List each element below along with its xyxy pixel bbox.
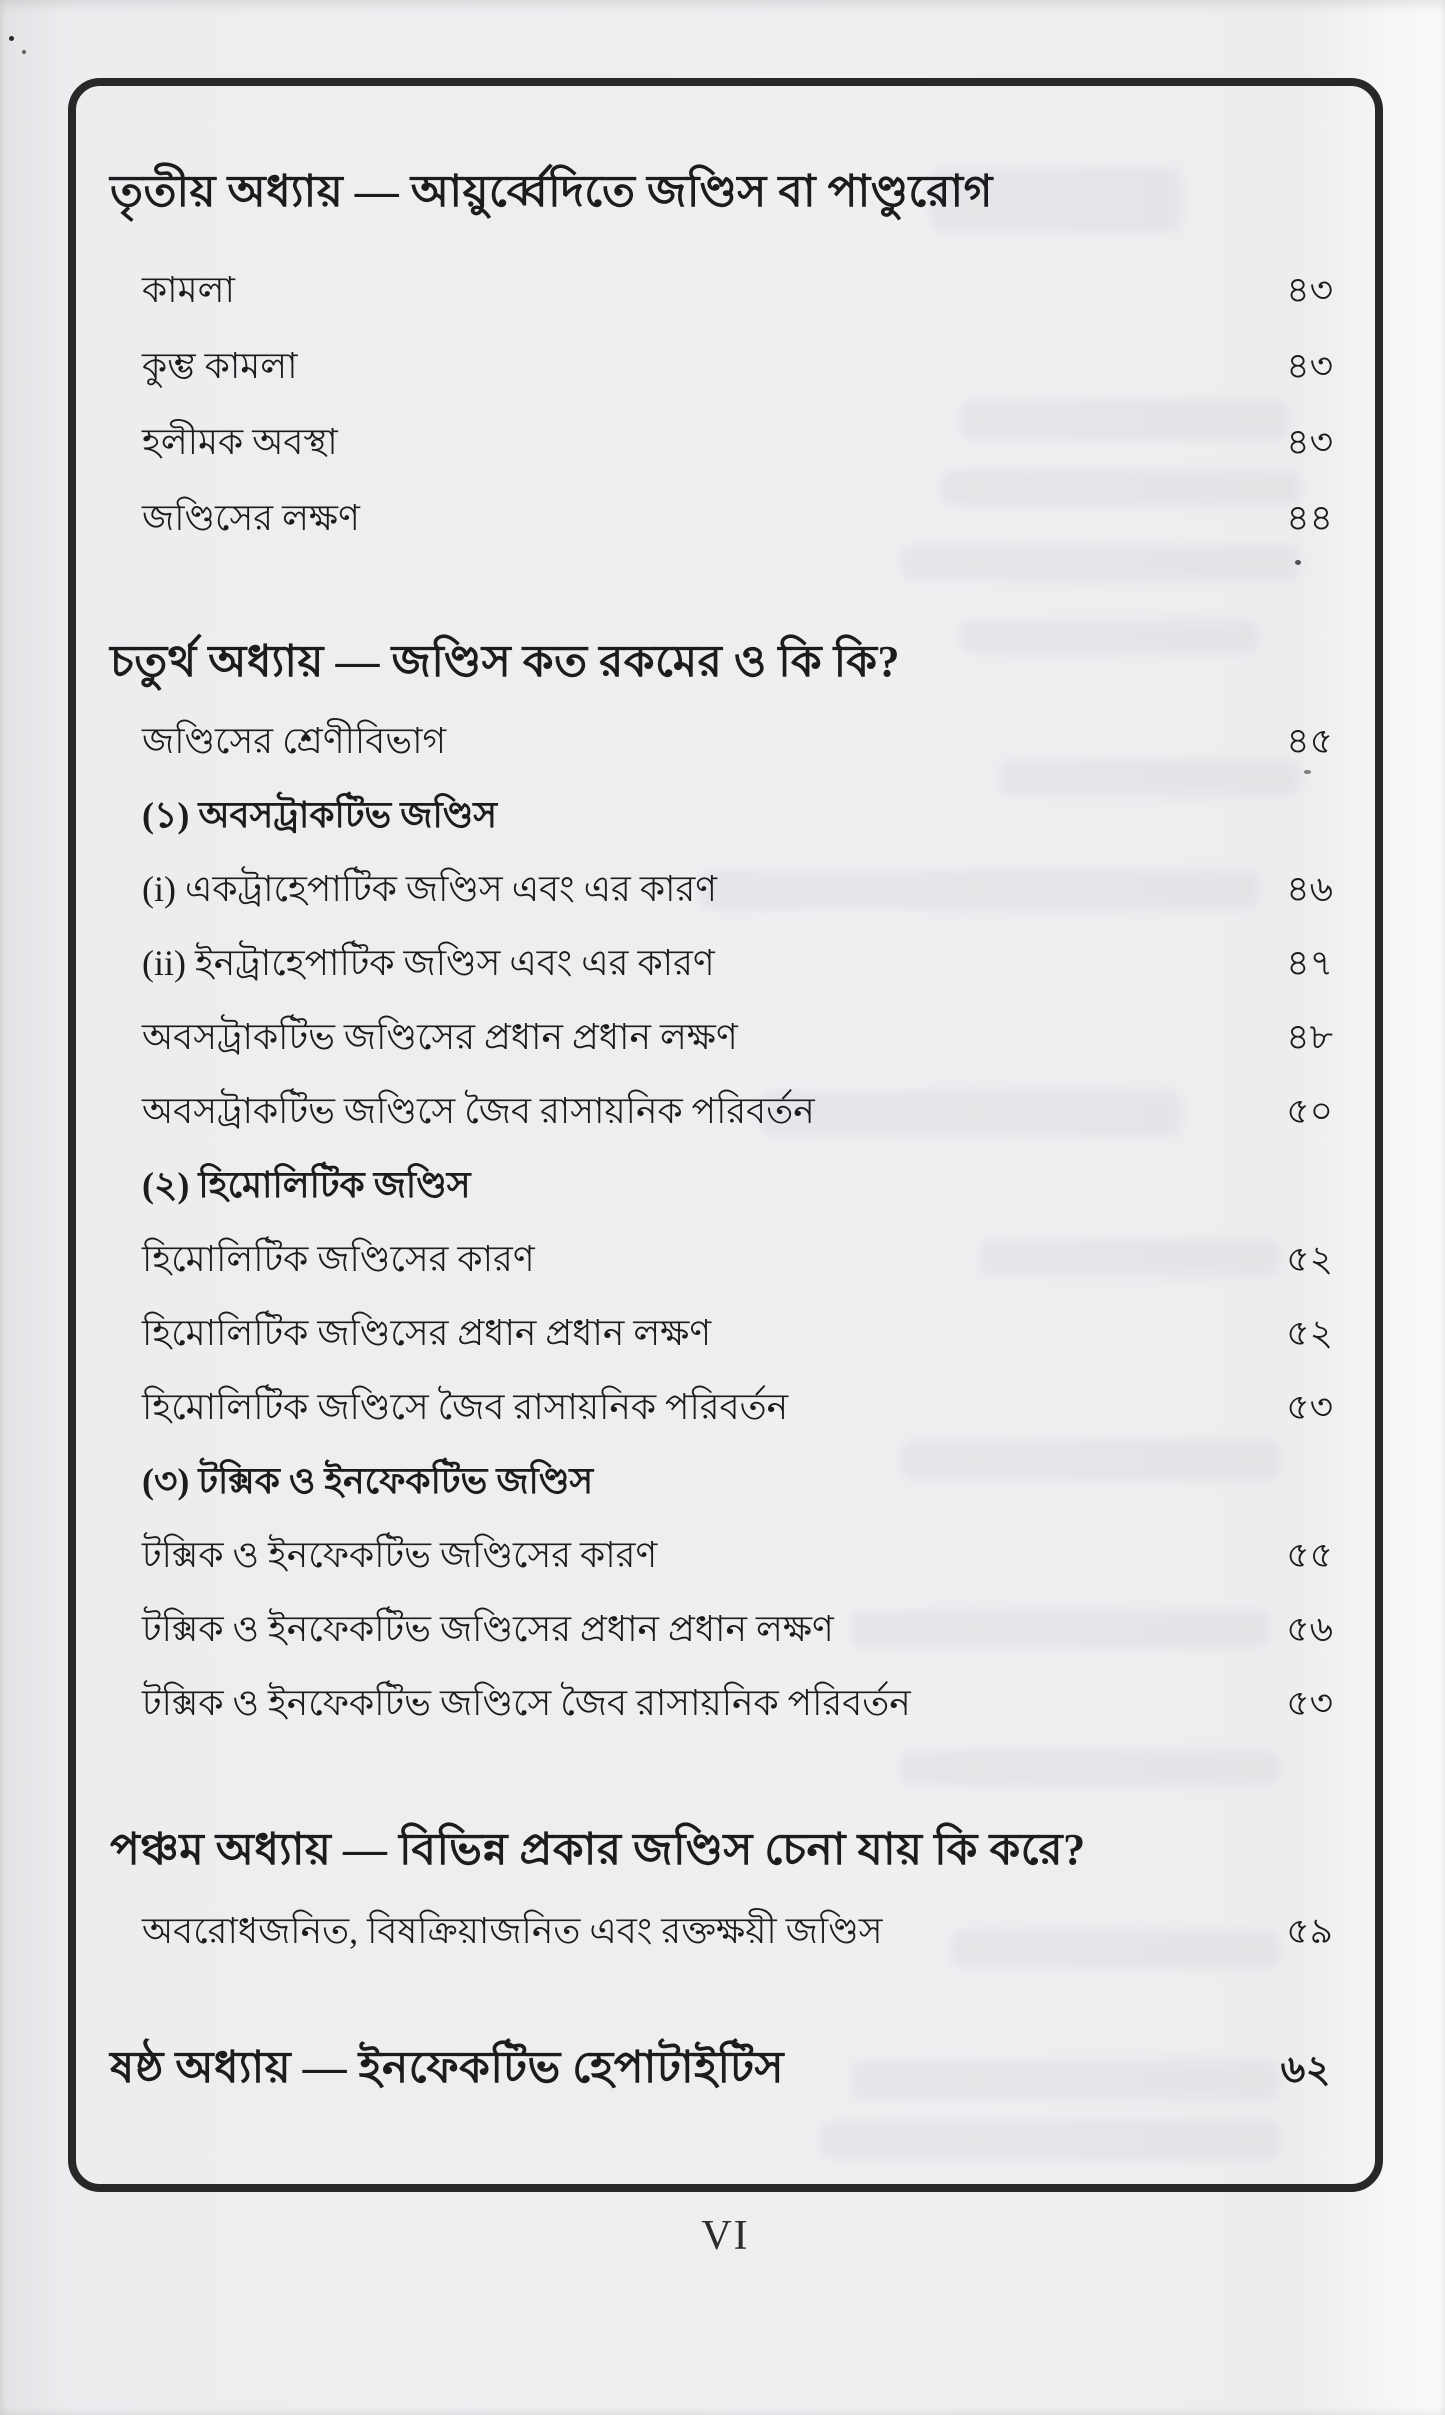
toc-entry-page-number: ৫২ xyxy=(1286,1239,1333,1279)
toc-entry-label: (১) অবসট্রাকটিভ জণ্ডিস xyxy=(142,795,498,835)
toc-entry-label: টক্সিক ও ইনফেকটিভ জণ্ডিসের প্রধান প্রধান লক্ষণ xyxy=(142,1609,834,1649)
footer-page-number: VI xyxy=(701,2213,750,2259)
chapter-heading: ষষ্ঠ অধ্যায় — ইনফেকটিভ হেপাটাইটিস xyxy=(110,2043,785,2092)
table-of-contents xyxy=(110,156,1333,2106)
toc-entry xyxy=(142,1592,1333,1666)
toc-entry-page-number: ৫৫ xyxy=(1286,1535,1333,1575)
toc-entry-label: কুম্ভ কামলা xyxy=(142,346,298,386)
toc-entry-label: হিমোলিটিক জণ্ডিসের প্রধান প্রধান লক্ষণ xyxy=(142,1313,712,1353)
toc-entry-label: জণ্ডিসের লক্ষণ xyxy=(142,498,360,538)
chapter-heading-row xyxy=(110,626,1333,698)
chapter-heading-row xyxy=(110,1814,1333,1886)
toc-entry-page-number: ৪৮ xyxy=(1286,1017,1333,1057)
toc-section-items xyxy=(142,704,1333,1740)
toc-entry xyxy=(142,1518,1333,1592)
chapter-heading: তৃতীয় অধ্যায় — আয়ুর্ব্বেদিতে জণ্ডিস বা পাণ্ডুরোগ xyxy=(110,167,994,216)
toc-entry xyxy=(142,778,1333,852)
toc-entry-page-number: ৪৩ xyxy=(1286,270,1333,310)
toc-section-items xyxy=(142,1894,1333,1968)
toc-section xyxy=(110,2032,1333,2106)
toc-entry-label: অবসট্রাকটিভ জণ্ডিসের প্রধান প্রধান লক্ষণ xyxy=(142,1017,738,1057)
toc-entry-page-number: ৪৩ xyxy=(1286,346,1333,386)
toc-entry xyxy=(142,852,1333,926)
toc-entry xyxy=(142,480,1333,556)
toc-entry-page-number: ৫২ xyxy=(1286,1313,1333,1353)
toc-section xyxy=(110,1814,1333,1968)
toc-entry-page-number: ৪৪ xyxy=(1286,498,1333,538)
toc-entry-page-number: ৫৩ xyxy=(1286,1683,1333,1723)
toc-entry-label: (i) একট্রাহেপাটিক জণ্ডিস এবং এর কারণ xyxy=(142,869,718,909)
toc-entry xyxy=(142,1894,1333,1968)
toc-entry-label: অবরোধজনিত, বিষক্রিয়াজনিত এবং রক্তক্ষয়ী জণ্ডিস xyxy=(142,1911,883,1951)
toc-entry xyxy=(142,404,1333,480)
toc-entry-label: কামলা xyxy=(142,270,235,310)
toc-entry xyxy=(142,1296,1333,1370)
toc-entry-label: জণ্ডিসের শ্রেণীবিভাগ xyxy=(142,721,447,761)
toc-entry-label: হিমোলিটিক জণ্ডিসে জৈব রাসায়নিক পরিবর্তন xyxy=(142,1387,789,1427)
toc-entry xyxy=(142,1074,1333,1148)
toc-entry-page-number: ৪৩ xyxy=(1286,422,1333,462)
toc-entry-label: (৩) টক্সিক ও ইনফেকটিভ জণ্ডিস xyxy=(142,1461,594,1501)
toc-entry-label: হিমোলিটিক জণ্ডিসের কারণ xyxy=(142,1239,535,1279)
chapter-heading-row xyxy=(110,2032,1333,2106)
toc-entry xyxy=(142,1222,1333,1296)
toc-entry xyxy=(142,252,1333,328)
chapter-heading: পঞ্চম অধ্যায় — বিভিন্ন প্রকার জণ্ডিস চেনা যায় কি করে? xyxy=(110,1825,1086,1874)
toc-entry-label: টক্সিক ও ইনফেকটিভ জণ্ডিসের কারণ xyxy=(142,1535,658,1575)
toc-entry-label: অবসট্রাকটিভ জণ্ডিসে জৈব রাসায়নিক পরিবর্তন xyxy=(142,1091,815,1131)
toc-entry-page-number: ৫৩ xyxy=(1286,1387,1333,1427)
toc-entry xyxy=(142,1666,1333,1740)
toc-entry xyxy=(142,1370,1333,1444)
toc-entry-page-number: ৪৭ xyxy=(1286,943,1333,983)
scan-speck xyxy=(9,36,14,41)
toc-entry xyxy=(142,704,1333,778)
toc-section xyxy=(110,626,1333,1740)
toc-entry-label: (ii) ইনট্রাহেপাটিক জণ্ডিস এবং এর কারণ xyxy=(142,943,715,983)
toc-entry xyxy=(142,1000,1333,1074)
toc-entry xyxy=(142,328,1333,404)
scan-speck xyxy=(22,50,26,54)
chapter-heading-row xyxy=(110,156,1333,228)
toc-entry xyxy=(142,1148,1333,1222)
toc-entry-page-number: ৪৫ xyxy=(1286,721,1333,761)
chapter-heading: চতুর্থ অধ্যায় — জণ্ডিস কত রকমের ও কি কি? xyxy=(110,637,901,686)
toc-entry-label: টক্সিক ও ইনফেকটিভ জণ্ডিসে জৈব রাসায়নিক পরিবর্তন xyxy=(142,1683,911,1723)
content-border-frame xyxy=(68,78,1383,2192)
toc-entry-label: (২) হিমোলিটিক জণ্ডিস xyxy=(142,1165,471,1205)
toc-section-items xyxy=(142,252,1333,556)
toc-entry-page-number: ৪৬ xyxy=(1286,869,1333,909)
toc-entry-page-number: ৫৯ xyxy=(1286,1911,1333,1951)
chapter-page-number: ৬২ xyxy=(1280,2049,1331,2091)
toc-entry-page-number: ৫০ xyxy=(1286,1091,1333,1131)
toc-entry-label: হলীমক অবস্থা xyxy=(142,422,338,462)
toc-entry-page-number: ৫৬ xyxy=(1286,1609,1333,1649)
toc-section xyxy=(110,156,1333,556)
toc-entry xyxy=(142,1444,1333,1518)
toc-entry xyxy=(142,926,1333,1000)
